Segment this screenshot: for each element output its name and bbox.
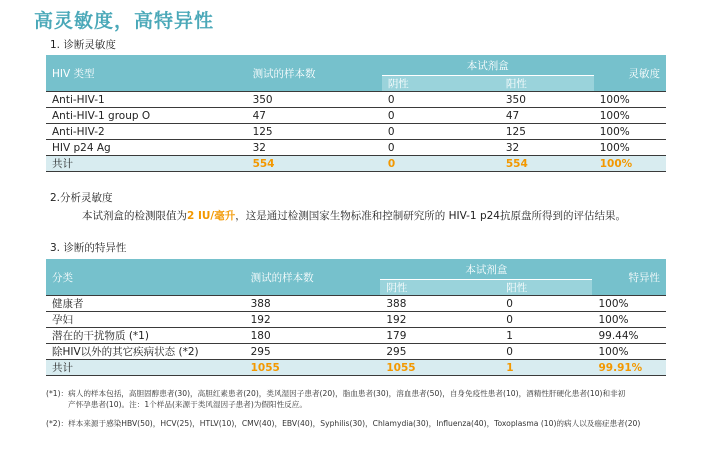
- row-samples: 192: [245, 312, 381, 328]
- total-negative: 0: [382, 156, 500, 172]
- row-name: 潜在的干扰物质 (*1): [46, 328, 245, 344]
- row-rate: 100%: [594, 92, 666, 108]
- row-name: Anti-HIV-2: [46, 124, 247, 140]
- header-samples: 测试的样本数: [247, 55, 382, 92]
- row-rate: 100%: [594, 108, 666, 124]
- page-title: 高灵敏度，高特异性: [34, 10, 215, 32]
- total-row: [46, 360, 666, 376]
- row-rate: 100%: [594, 124, 666, 140]
- header-negative: 阴性: [382, 76, 500, 92]
- sensitivity-table: [46, 55, 666, 172]
- total-label: 共计: [46, 156, 247, 172]
- total-positive: 554: [500, 156, 594, 172]
- row-samples: 295: [245, 344, 381, 360]
- table-row: [46, 328, 666, 344]
- row-name: HIV p24 Ag: [46, 140, 247, 156]
- row-rate: 100%: [594, 140, 666, 156]
- table-row: [46, 140, 666, 156]
- row-negative: 192: [380, 312, 500, 328]
- row-rate: 100%: [592, 344, 666, 360]
- row-negative: 0: [382, 92, 500, 108]
- row-rate: 100%: [592, 312, 666, 328]
- row-rate: 100%: [592, 296, 666, 312]
- header-type: 分类: [46, 259, 245, 296]
- analytic-sensitivity-text: [82, 208, 626, 223]
- text-before: 本试剂盒的检测限值为: [82, 210, 187, 222]
- header-kit: 本试剂盒: [382, 55, 594, 76]
- table-row: [46, 344, 666, 360]
- table-row: [46, 108, 666, 124]
- total-rate: 100%: [594, 156, 666, 172]
- section3-heading: 3. 诊断的特异性: [50, 242, 127, 254]
- row-positive: 125: [500, 124, 594, 140]
- row-samples: 47: [247, 108, 382, 124]
- row-negative: 179: [380, 328, 500, 344]
- header-sensitivity: 灵敏度: [594, 55, 666, 92]
- footnote-1-line-1: (*1)：病人的样本包括，高胆固醇患者(30)，高胆红素患者(20)，类风湿因子患者(20)，脂血患者(30)，溶血患者(50)，自身免疫性患者(10)，酒精性肝硬化患者(10)和非初: [46, 389, 626, 398]
- table-row: [46, 312, 666, 328]
- row-name: Anti-HIV-1: [46, 92, 247, 108]
- header-samples: 测试的样本数: [245, 259, 381, 296]
- row-samples: 32: [247, 140, 382, 156]
- row-positive: 1: [500, 328, 592, 344]
- total-samples: 554: [247, 156, 382, 172]
- footnote-1: [46, 388, 676, 410]
- row-name: 孕妇: [46, 312, 245, 328]
- row-samples: 125: [247, 124, 382, 140]
- row-negative: 0: [382, 108, 500, 124]
- text-after: ，这是通过检测国家生物标准和控制研究所的 HIV-1 p24抗原盘所得到的评估结果。: [235, 210, 626, 222]
- row-positive: 0: [500, 296, 592, 312]
- row-samples: 388: [245, 296, 381, 312]
- specificity-table: [46, 259, 666, 376]
- total-negative: 1055: [380, 360, 500, 376]
- total-row: [46, 156, 666, 172]
- header-kit: 本试剂盒: [380, 259, 592, 280]
- row-rate: 99.44%: [592, 328, 666, 344]
- table-row: [46, 296, 666, 312]
- row-name: 除HIV以外的其它疾病状态 (*2): [46, 344, 245, 360]
- row-positive: 0: [500, 344, 592, 360]
- header-specificity: 特异性: [592, 259, 666, 296]
- table-row: [46, 92, 666, 108]
- footnote-2: (*2)：样本来源于感染HBV(50)，HCV(25)，HTLV(10)，CMV(40)，EBV(40)，Syphilis(30)，Chlamydia(30)，Influenza(40)，Toxoplasma (10)的病人以及癌症患者(20): [46, 419, 641, 428]
- row-samples: 180: [245, 328, 381, 344]
- section1-heading: 1. 诊断灵敏度: [50, 39, 116, 51]
- header-positive: 阳性: [500, 76, 594, 92]
- table-row: [46, 124, 666, 140]
- footnote-1-line-2: 产怀孕患者(10)。注：1个样品(来源于类风湿因子患者)为假阳性反应。: [68, 400, 307, 409]
- row-negative: 295: [380, 344, 500, 360]
- row-samples: 350: [247, 92, 382, 108]
- total-label: 共计: [46, 360, 245, 376]
- total-rate: 99.91%: [592, 360, 666, 376]
- header-type: HIV 类型: [46, 55, 247, 92]
- section2-heading: 2.分析灵敏度: [50, 192, 113, 204]
- row-negative: 388: [380, 296, 500, 312]
- row-positive: 0: [500, 312, 592, 328]
- row-positive: 47: [500, 108, 594, 124]
- row-negative: 0: [382, 140, 500, 156]
- row-negative: 0: [382, 124, 500, 140]
- row-positive: 350: [500, 92, 594, 108]
- total-positive: 1: [500, 360, 592, 376]
- row-name: 健康者: [46, 296, 245, 312]
- total-samples: 1055: [245, 360, 381, 376]
- header-positive: 阳性: [500, 280, 592, 296]
- row-positive: 32: [500, 140, 594, 156]
- detection-limit-highlight: 2 IU/毫升: [187, 210, 236, 222]
- header-negative: 阴性: [380, 280, 500, 296]
- row-name: Anti-HIV-1 group O: [46, 108, 247, 124]
